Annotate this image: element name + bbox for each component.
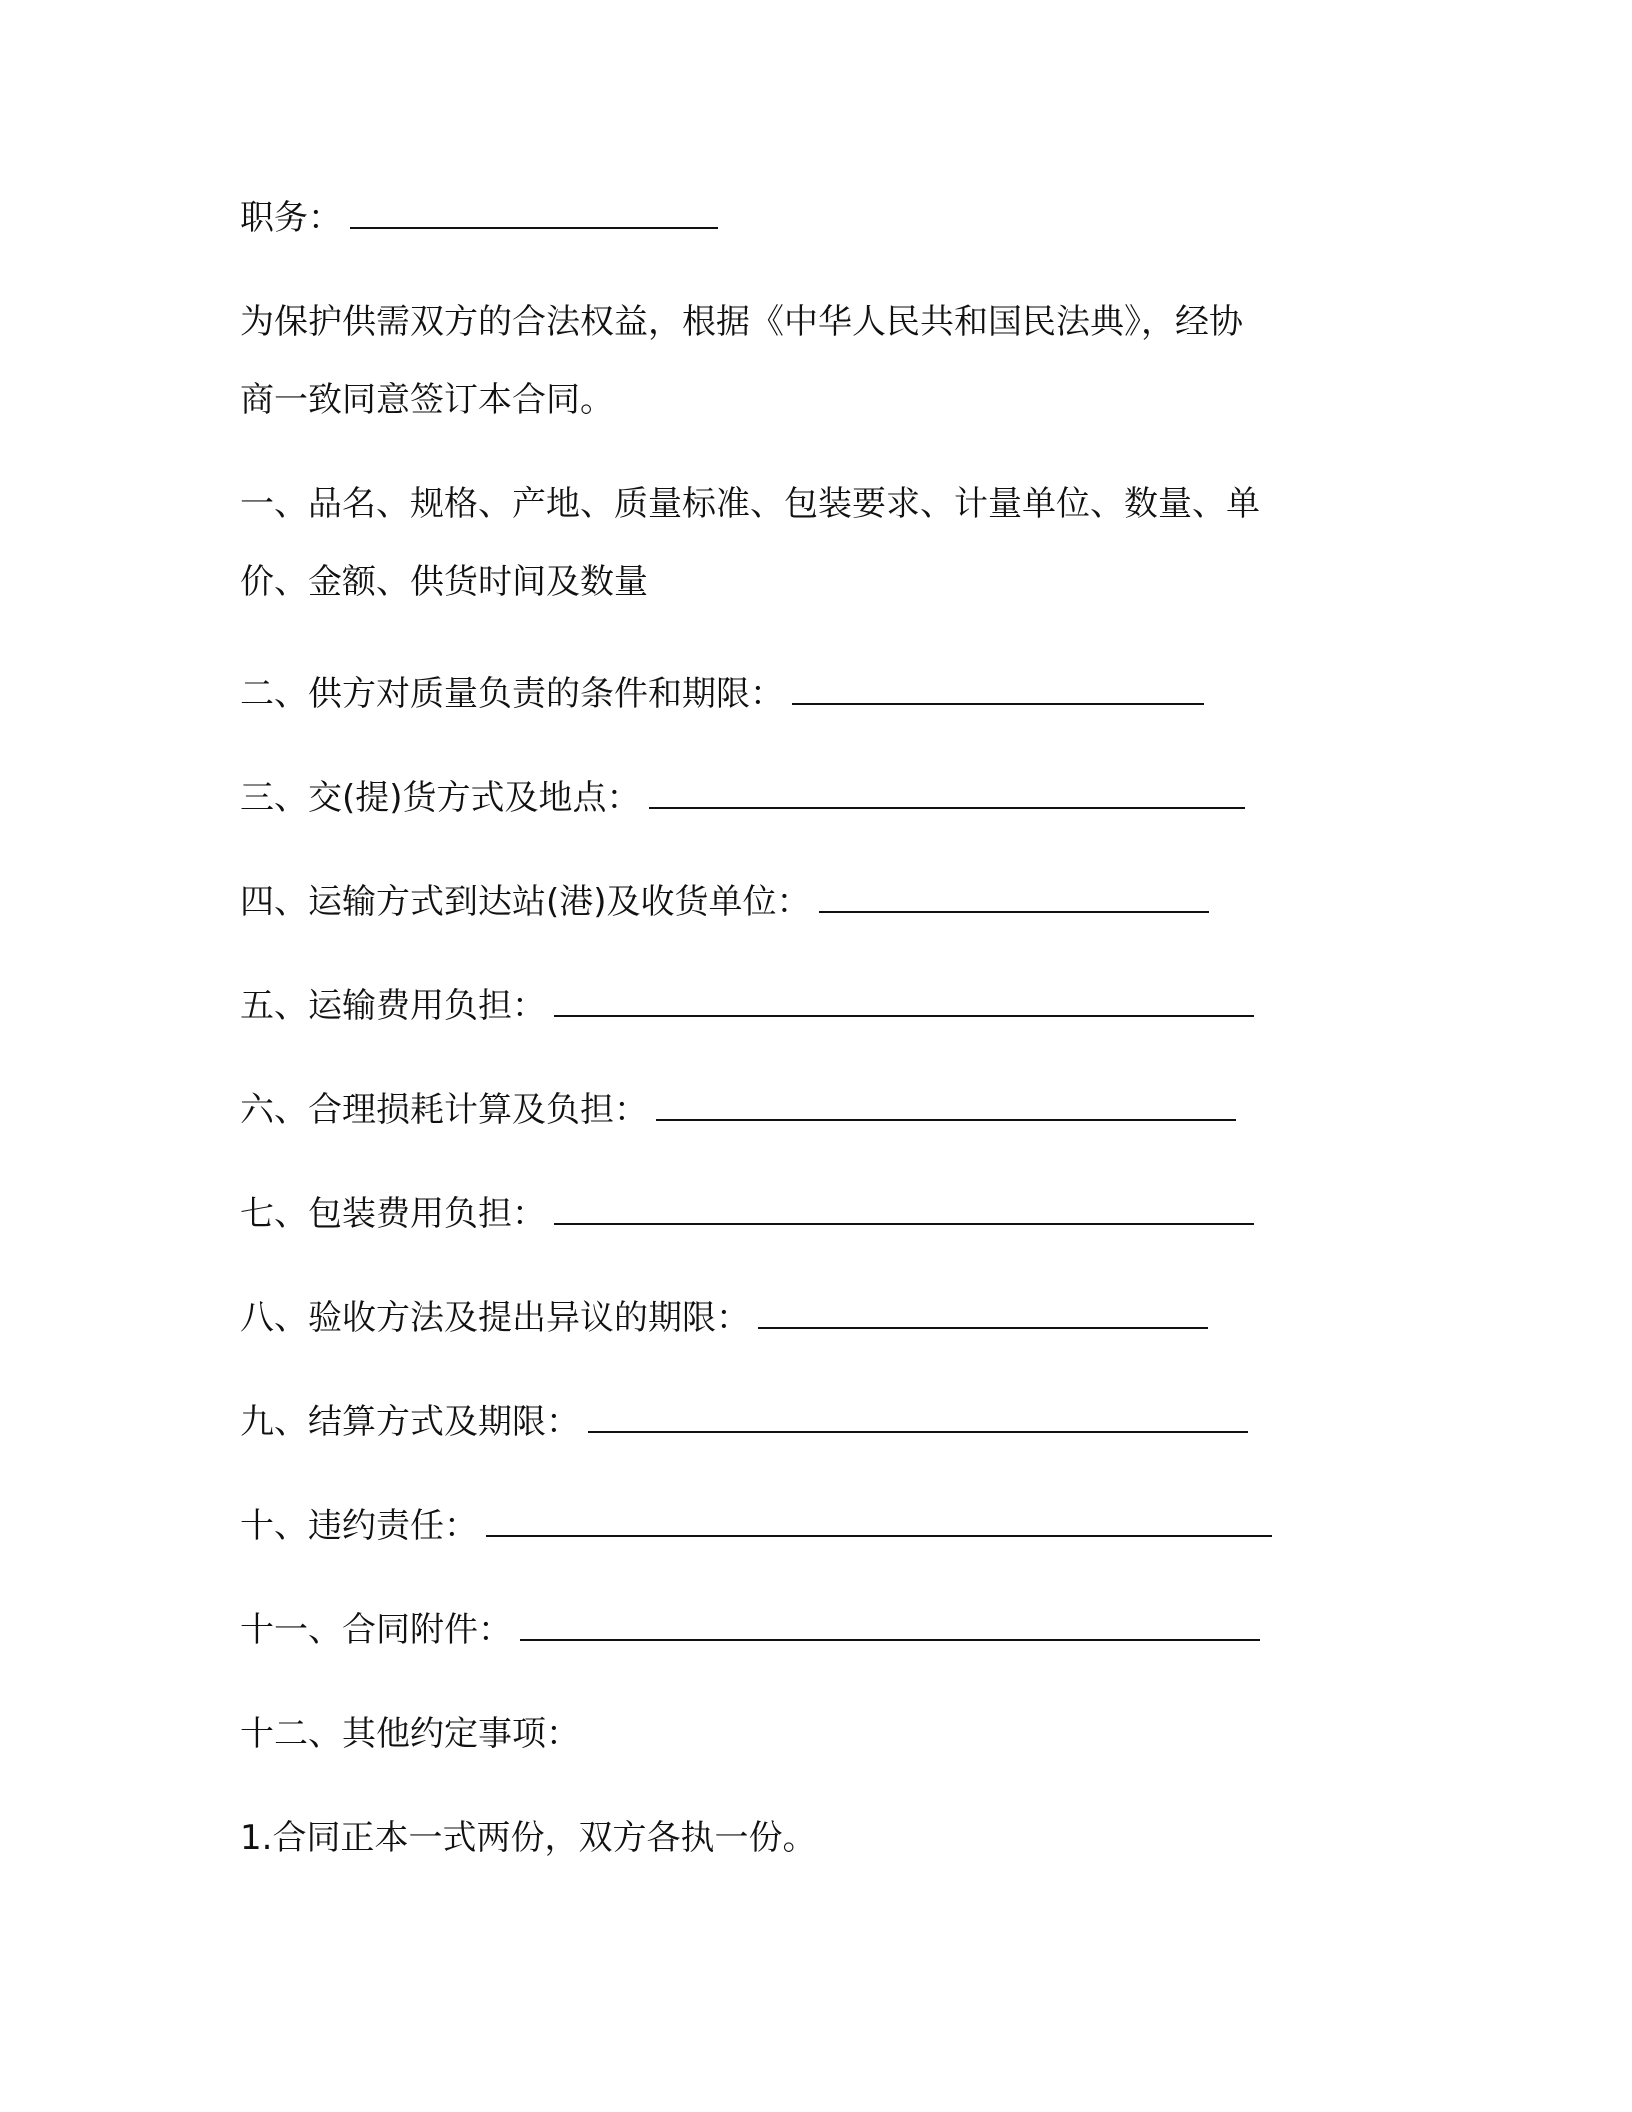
clause-10-blank[interactable] xyxy=(486,1507,1272,1537)
preamble-line-1: 为保护供需双方的合法权益，根据《中华人民共和国民法典》，经协 xyxy=(240,302,1243,342)
position-label: 职务： xyxy=(240,198,342,238)
clause-4-blank[interactable] xyxy=(819,883,1209,913)
clause-10-label: 十、违约责任： xyxy=(240,1506,478,1546)
clause-2-blank[interactable] xyxy=(792,675,1204,705)
clause-6-blank[interactable] xyxy=(656,1091,1236,1121)
clause-11-blank[interactable] xyxy=(520,1611,1260,1641)
clause-9-blank[interactable] xyxy=(588,1403,1248,1433)
clause-12-heading: 十二、其他约定事项： xyxy=(240,1714,580,1754)
clause-8-blank[interactable] xyxy=(758,1299,1208,1329)
clause-4-label: 四、运输方式到达站(港)及收货单位： xyxy=(240,882,811,922)
clause-6-line xyxy=(240,1088,1236,1132)
clause-12-item-1: 1.合同正本一式两份，双方各执一份。 xyxy=(240,1818,817,1858)
clause-5-line xyxy=(240,984,1254,1028)
clause-3-line xyxy=(240,776,1245,820)
clause-6-label: 六、合理损耗计算及负担： xyxy=(240,1090,648,1130)
preamble-line-2: 商一致同意签订本合同。 xyxy=(240,380,614,420)
clause-1-line-2: 价、金额、供货时间及数量 xyxy=(240,562,648,602)
clause-8-line xyxy=(240,1296,1208,1340)
clause-11-label: 十一、合同附件： xyxy=(240,1610,512,1650)
clause-10-line xyxy=(240,1504,1272,1548)
clause-8-label: 八、验收方法及提出异议的期限： xyxy=(240,1298,750,1338)
clause-9-label: 九、结算方式及期限： xyxy=(240,1402,580,1442)
clause-9-line xyxy=(240,1400,1248,1444)
clause-4-line xyxy=(240,880,1209,924)
clause-5-label: 五、运输费用负担： xyxy=(240,986,546,1026)
clause-3-label: 三、交(提)货方式及地点： xyxy=(240,778,641,818)
clause-11-line xyxy=(240,1608,1260,1652)
clause-2-label: 二、供方对质量负责的条件和期限： xyxy=(240,674,784,714)
position-line xyxy=(240,196,718,240)
clause-3-blank[interactable] xyxy=(649,779,1245,809)
clause-7-blank[interactable] xyxy=(554,1195,1254,1225)
clause-7-line xyxy=(240,1192,1254,1236)
clause-7-label: 七、包装费用负担： xyxy=(240,1194,546,1234)
clause-5-blank[interactable] xyxy=(554,987,1254,1017)
clause-1-line-1: 一、品名、规格、产地、质量标准、包装要求、计量单位、数量、单 xyxy=(240,484,1260,524)
position-blank[interactable] xyxy=(350,199,718,229)
clause-2-line xyxy=(240,672,1204,716)
